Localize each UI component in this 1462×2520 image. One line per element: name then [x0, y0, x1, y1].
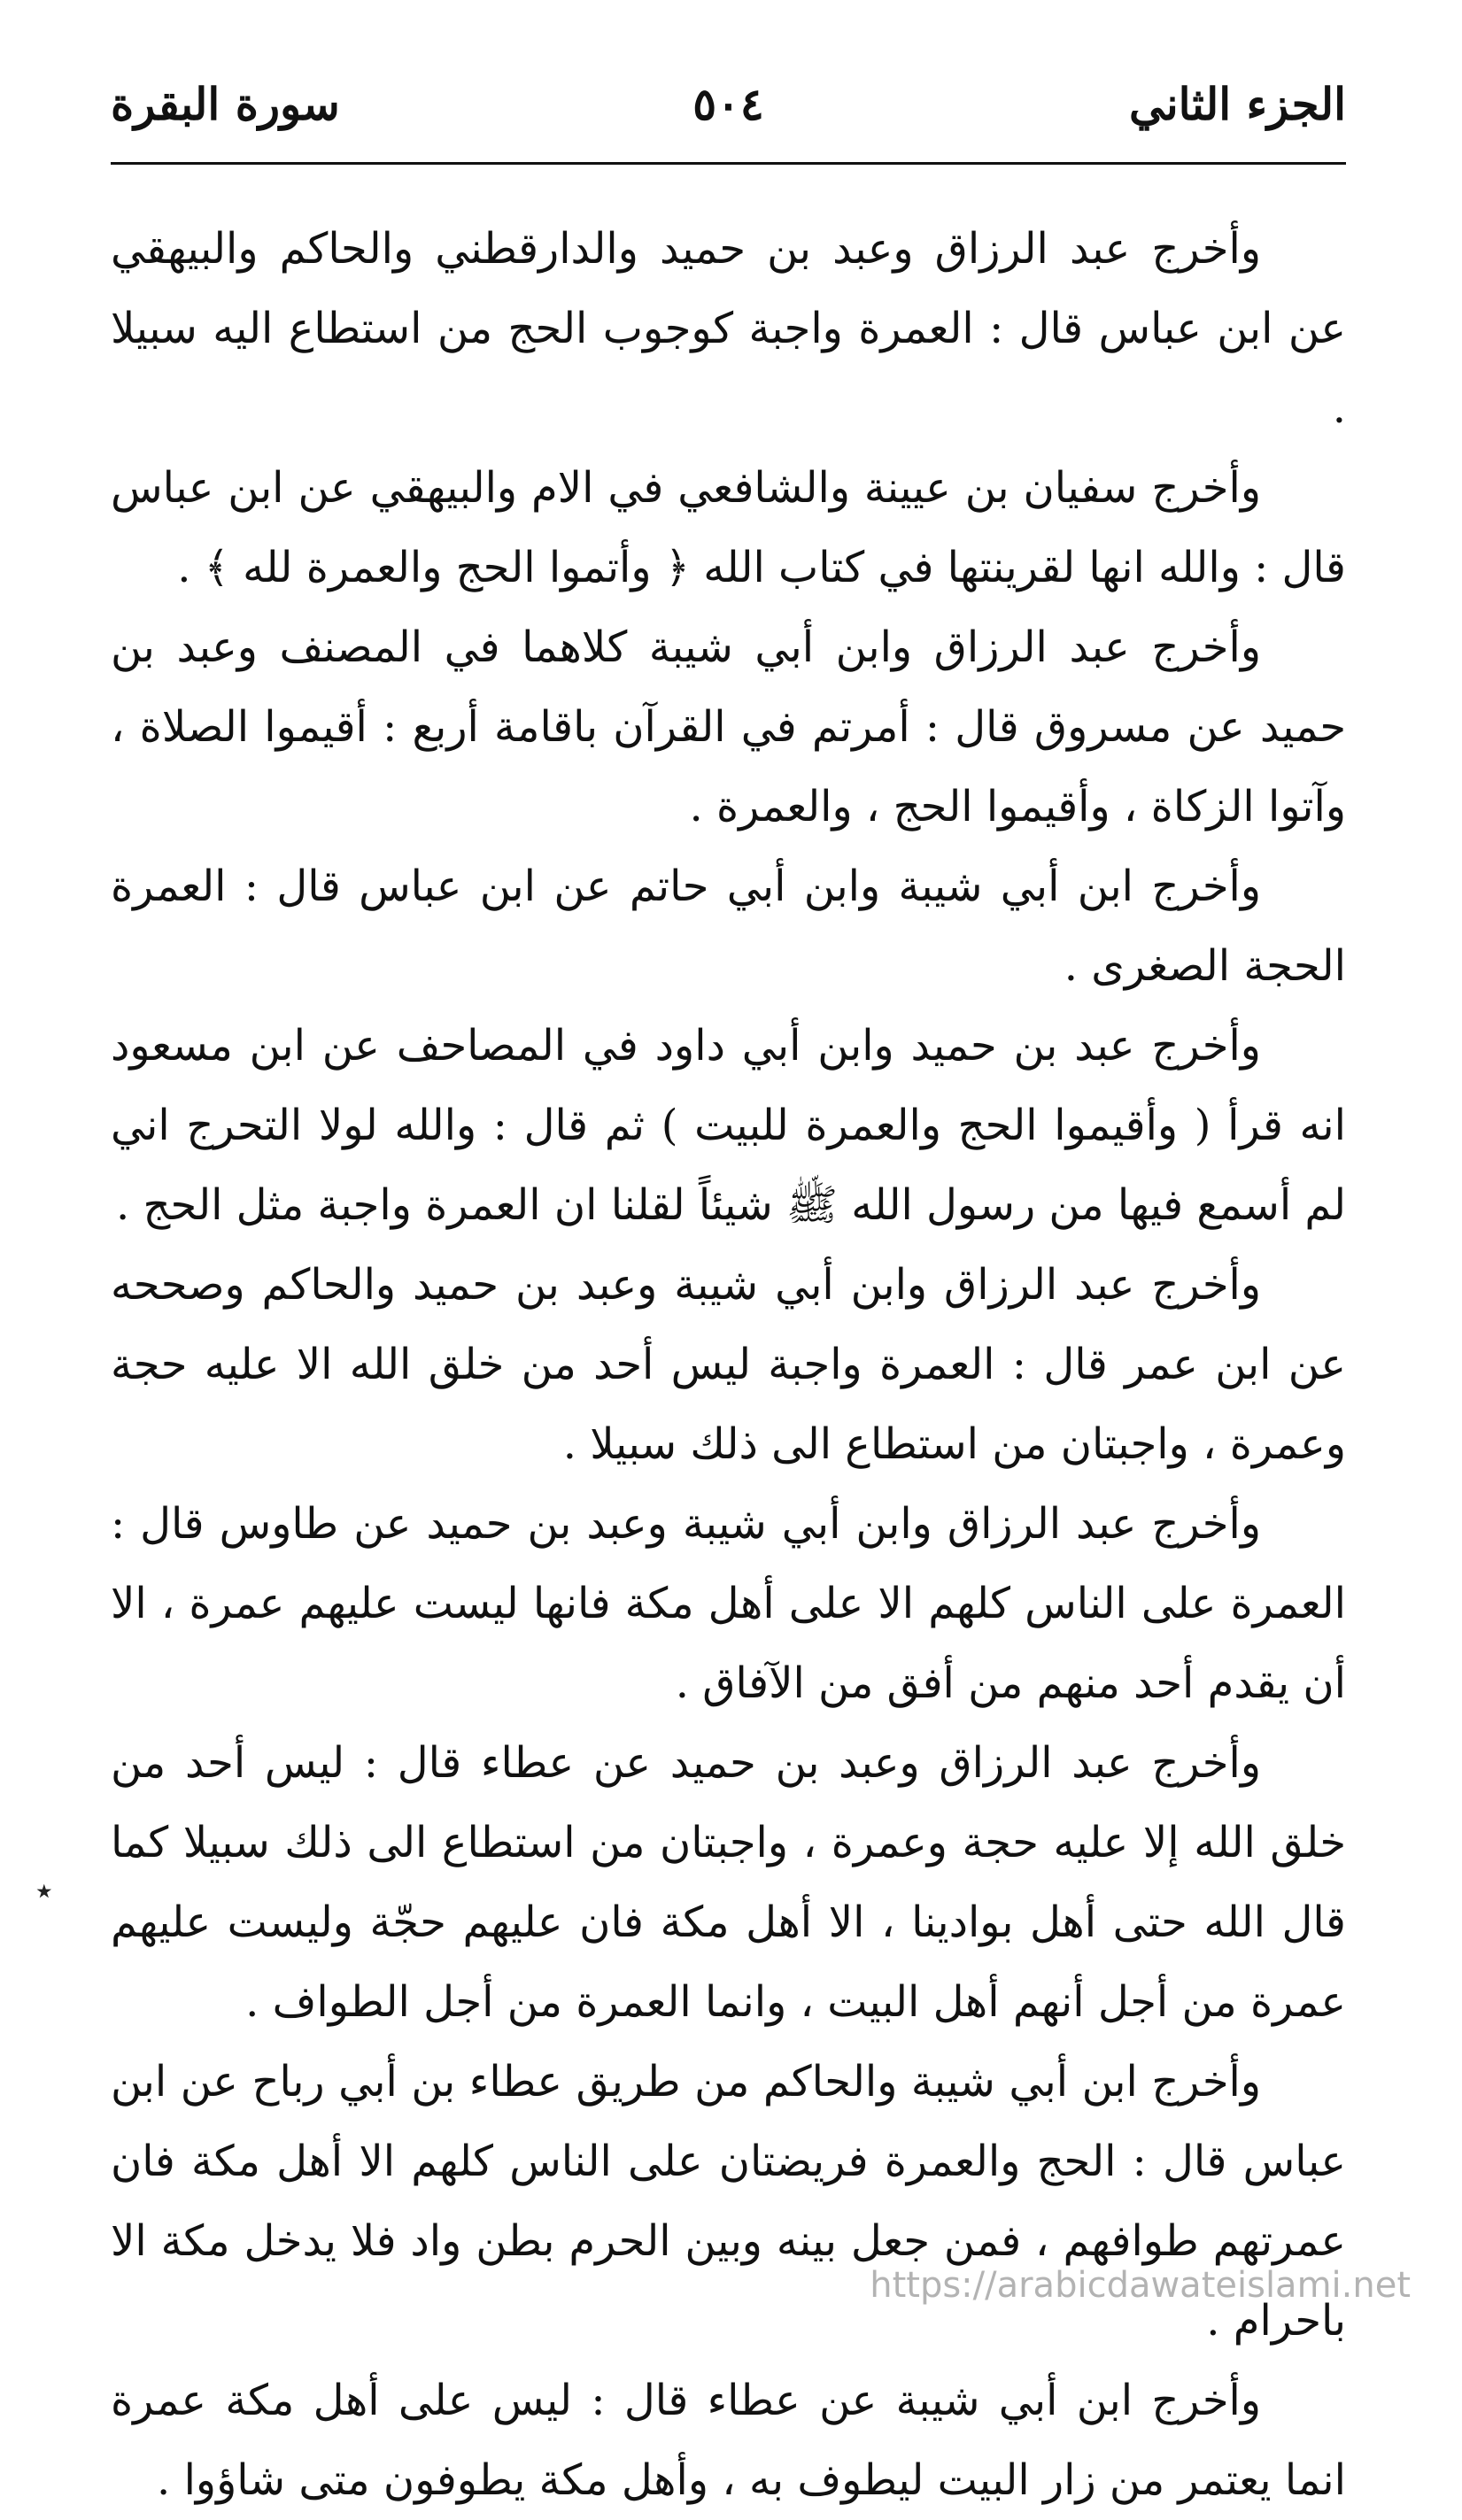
watermark-url: https://arabicdawateislami.net [870, 2265, 1411, 2306]
paragraph: وأخرج ابن أبي شيبة وابن أبي حاتم عن ابن عباس قال : العمرة الحجة الصغرى . [111, 862, 1346, 991]
paragraph: وأخرج عبد الرزاق وابن أبي شيبة كلاهما في المصنف وعبد بن حميد عن مسروق قال : أمرتم في القرآن باقامة أربع : أقيموا الصلاة ، وآتوا الزكاة ، وأقيموا الحج ، والعمرة . [111, 622, 1346, 831]
paragraph: وأخرج ابن أبي شيبة عن عطاء قال : ليس على أهل مكة عمرة انما يعتمر من زار البيت ليطوف به ، وأهل مكة يطوفون متى شاؤوا . [111, 2376, 1346, 2505]
header-rule [111, 162, 1346, 165]
paragraph: وأخرج عبد الرزاق وعبد بن حميد والدارقطني والحاكم والبيهقي عن ابن عباس قال : العمرة واجبة كوجوب الحج من استطاع اليه سبيلا . [111, 224, 1346, 433]
header-page-number: ٥٠٤ [692, 78, 764, 130]
header-surah: سورة البقرة [111, 78, 340, 130]
page-header [111, 69, 1346, 158]
paragraph: وأخرج سفيان بن عيينة والشافعي في الام والبيهقي عن ابن عباس قال : والله انها لقرينتها في كتاب الله ﴿ وأتموا الحج والعمرة لله ﴾ . [111, 463, 1346, 592]
paragraph: وأخرج عبد الرزاق وعبد بن حميد عن عطاء قال : ليس أحد من خلق الله إلا عليه حجة وعمرة ، واجبتان من استطاع الى ذلك سبيلا كما قال الله حتى أهل بوادينا ، الا أهل مكة فان عليهم حجّة وليست عليهم عمرة من أجل أنهم أهل البيت ، وانما العمرة من أجل الطواف . [111, 1738, 1347, 2027]
margin-mark: ٭ [35, 1873, 53, 1909]
header-part: الجزء الثاني [1129, 78, 1346, 130]
paragraph: وأخرج ابن أبي شيبة والحاكم من طريق عطاء بن أبي رباح عن ابن عباس قال : الحج والعمرة فريضتان على الناس كلهم الا أهل مكة فان عمرتهم طوافهم ، فمن جعل بينه وبين الحرم بطن واد فلا يدخل مكة الا باحرام . [111, 2057, 1346, 2346]
page-body [111, 209, 1346, 2520]
paragraph: وأخرج عبد الرزاق وابن أبي شيبة وعبد بن حميد والحاكم وصححه عن ابن عمر قال : العمرة واجبة ليس أحد من خلق الله الا عليه حجة وعمرة ، واجبتان من استطاع الى ذلك سبيلا . [111, 1260, 1346, 1469]
paragraph: وأخرج عبد بن حميد وابن أبي داود في المصاحف عن ابن مسعود انه قرأ ( وأقيموا الحج والعمرة للبيت ) ثم قال : والله لولا التحرج اني لم أسمع فيها من رسول الله ﷺ شيئاً لقلنا ان العمرة واجبة مثل الحج . [111, 1021, 1346, 1230]
paragraph: وأخرج عبد الرزاق وابن أبي شيبة وعبد بن حميد عن طاوس قال : العمرة على الناس كلهم الا على أهل مكة فانها ليست عليهم عمرة ، الا أن يقدم أحد منهم من أفق من الآفاق . [111, 1499, 1346, 1708]
